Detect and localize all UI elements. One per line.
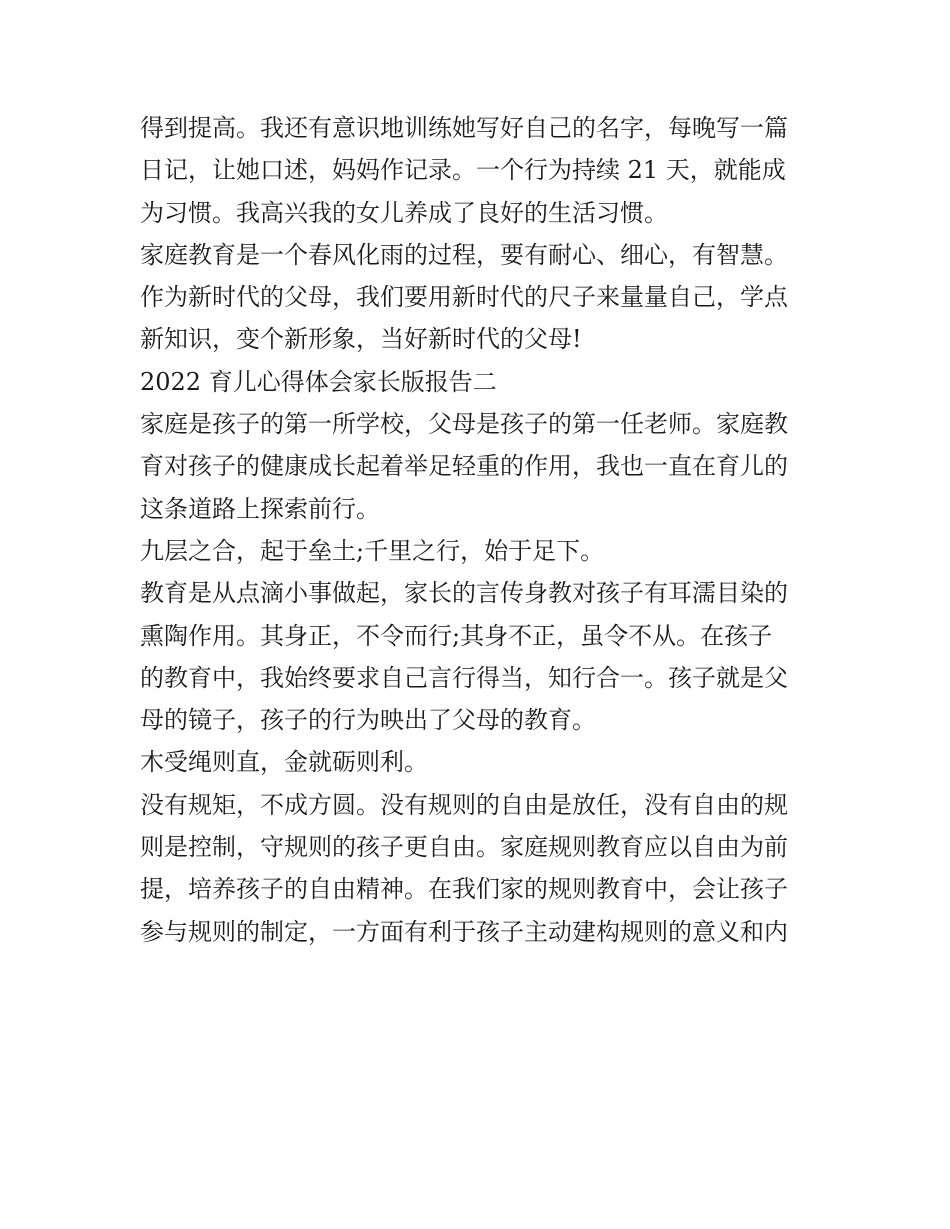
text-line: 为习惯。我高兴我的女儿养成了良好的生活习惯。 [140, 198, 668, 227]
section-heading: 2022 育儿心得体会家长版报告二 [140, 367, 497, 396]
text-line: 日记，让她口述，妈妈作记录。一个行为持续 21 天，就能成 [140, 156, 786, 185]
text-line: 九层之合，起于垒土;千里之行，始于足下。 [140, 536, 605, 565]
document-body [140, 107, 815, 953]
text-line: 新知识，变个新形象，当好新时代的父母! [140, 325, 582, 354]
text-line: 作为新时代的父母，我们要用新时代的尺子来量量自己，学点 [140, 283, 788, 312]
text-line: 教育是从点滴小事做起，家长的言传身教对孩子有耳濡目染的 [140, 579, 788, 608]
text-line: 提，培养孩子的自由精神。在我们家的规则教育中，会让孩子 [140, 875, 788, 904]
text-line: 没有规矩，不成方圆。没有规则的自由是放任，没有自由的规 [140, 790, 788, 819]
text-line: 参与规则的制定，一方面有利于孩子主动建构规则的意义和内 [140, 917, 788, 946]
text-line: 木受绳则直，金就砺则利。 [140, 748, 428, 777]
text-line: 的教育中，我始终要求自己言行得当，知行合一。孩子就是父 [140, 663, 788, 692]
text-line: 这条道路上探索前行。 [140, 494, 380, 523]
text-line: 家庭是孩子的第一所学校，父母是孩子的第一任老师。家庭教 [140, 410, 788, 439]
text-line: 家庭教育是一个春风化雨的过程，要有耐心、细心，有智慧。 [140, 240, 788, 269]
text-line: 得到提高。我还有意识地训练她写好自己的名字，每晚写一篇 [140, 114, 788, 142]
text-line: 母的镜子，孩子的行为映出了父母的教育。 [140, 706, 596, 735]
text-line: 则是控制，守规则的孩子更自由。家庭规则教育应以自由为前 [140, 833, 788, 862]
text-line: 育对孩子的健康成长起着举足轻重的作用，我也一直在育儿的 [140, 452, 788, 481]
text-line: 熏陶作用。其身正，不令而行;其身不正，虽令不从。在孩子 [140, 621, 773, 650]
